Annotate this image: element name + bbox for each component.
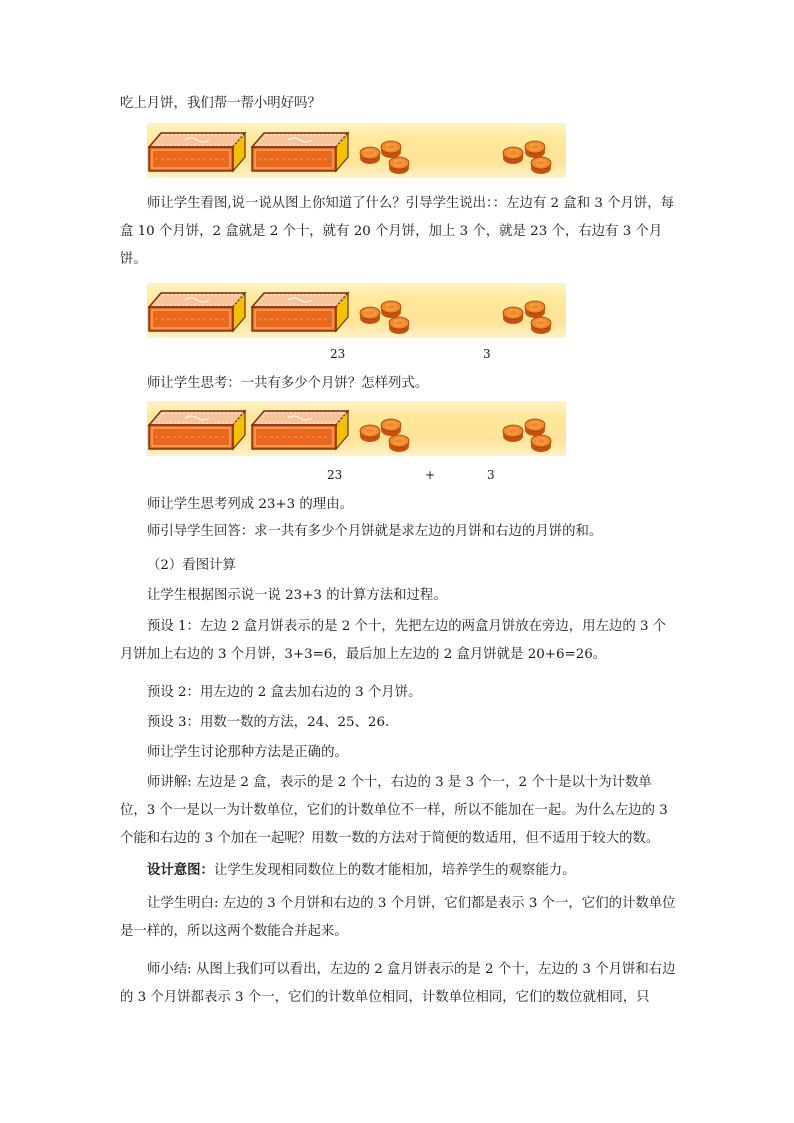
method-line: 让学生根据图示说一说 23+3 的计算方法和过程。: [147, 588, 447, 603]
reason-line: 师让学生思考列成 23+3 的理由。: [147, 497, 353, 512]
fig3-plus-sign: +: [425, 468, 436, 482]
summary-paragraph: 师小结: 从图上我们可以看出，左边的 2 盒月饼表示的是 2 个十，左边的 3 个月饼和右边的 3 个月饼都表示 3 个一，它们的计数单位相同，计数单位相同，它们的数位就相同，只: [120, 962, 676, 1005]
preset-2: 预设 2：用左边的 2 盒去加右边的 3 个月饼。: [147, 685, 422, 700]
preset-1: 预设 1：左边 2 盒月饼表示的是 2 个十，先把左边的两盒月饼放在旁边，用左边的 3 个月饼加上右边的 3 个月饼，3+3=6，最后加上左边的 2 盒月饼就是 20+6=26。: [120, 619, 667, 662]
fig2-left-number: 23: [330, 347, 346, 361]
section-heading: （2）看图计算: [147, 558, 236, 573]
design-intent: [147, 861, 703, 880]
fig2-right-number: 3: [483, 347, 491, 361]
fig3-left-number: 23: [327, 468, 343, 482]
mooncake-figure-1: [147, 123, 566, 178]
lecture-paragraph: 师讲解: 左边是 2 盒，表示的是 2 个十，右边的 3 是 3 个一，2 个十是以十为计数单位，3 个一是以一为计数单位，它们的计数单位不一样，所以不能加在一起。为什么左边的 3 个能和右边的 3 个加在一起呢？用数一数的方法对于简便的数适用，但不适用于较大的数。: [120, 775, 668, 846]
design-label: 设计意图：: [147, 862, 214, 878]
fig3-right-number: 3: [487, 468, 495, 482]
mooncake-figure-3: [147, 401, 566, 456]
answer-line: 师引导学生回答：求一共有多少个月饼就是求左边的月饼和右边的月饼的和。: [147, 524, 603, 539]
think-line: 师让学生思考：一共有多少个月饼？怎样列式。: [147, 376, 429, 391]
understand-paragraph: 让学生明白: 左边的 3 个月饼和右边的 3 个月饼，它们都是表示 3 个一，它们的计数单位是一样的，所以这两个数能合并起来。: [120, 896, 676, 939]
design-text: 让学生发现相同数位上的数才能相加，培养学生的观察能力。: [213, 863, 576, 878]
discuss-line: 师让学生讨论那种方法是正确的。: [147, 745, 348, 760]
look-paragraph: 师让学生看图,说一说从图上你知道了什么？引导学生说出：：左边有 2 盒和 3 个月饼，每盒 10 个月饼，2 盒就是 2 个十，就有 20 个月饼，加上 3 个，就是 23 个，右边有 3 个月饼。: [120, 196, 675, 267]
preset-3: 预设 3：用数一数的方法，24、25、26.: [147, 715, 390, 730]
intro-line: 吃上月饼，我们帮一帮小明好吗？: [120, 96, 321, 111]
mooncake-figure-2: [147, 283, 566, 338]
